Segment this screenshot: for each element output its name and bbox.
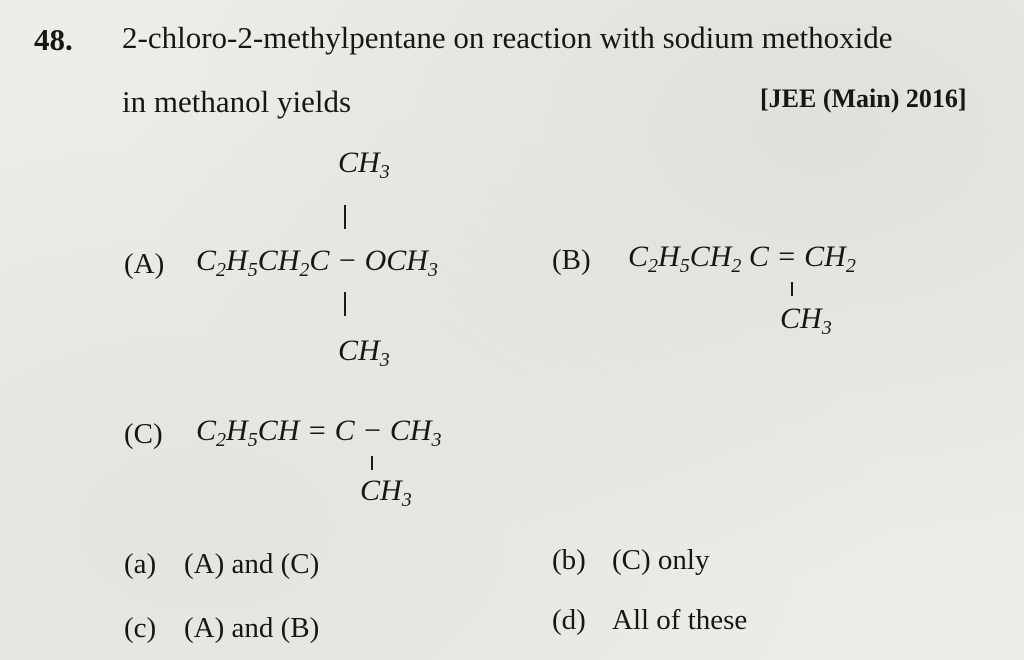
question-text-line1: 2-chloro-2-methylpentane on reaction with sodium methoxide	[122, 20, 893, 55]
structure-b-formula: $C_2H_5CH_2$ $C = CH_2$	[628, 240, 856, 277]
question-number: 48.	[34, 22, 73, 57]
question-text-line2: in methanol yields	[122, 84, 352, 119]
structure-b-bottom-bond	[791, 282, 793, 296]
option-b[interactable]: (b) (C) only	[552, 544, 710, 576]
structure-c-label: (C)	[124, 418, 163, 450]
structure-a-top-bond	[344, 205, 346, 229]
structure-a-bottom-bond	[344, 292, 346, 316]
option-d[interactable]: (d) All of these	[552, 604, 748, 636]
structure-c-formula: $C_2H_5CH = C - CH_3$	[196, 414, 442, 451]
structure-c-bottom-group: $CH_3$	[360, 474, 412, 511]
structure-a-label: (A)	[124, 248, 165, 280]
structure-b-label: (B)	[552, 244, 591, 276]
structure-c-bottom-bond	[371, 456, 373, 470]
question-source: [JEE (Main) 2016]	[760, 84, 967, 113]
structure-a-top-group: $CH_3$	[338, 146, 390, 183]
structure-a-formula: $C_2H_5CH_2C - OCH_3$	[196, 244, 438, 281]
structure-a-bottom-group: $CH_3$	[338, 334, 390, 371]
option-c[interactable]: (c) (A) and (B)	[124, 612, 320, 644]
option-a[interactable]: (a) (A) and (C)	[124, 548, 320, 580]
structure-b-bottom-group: $CH_3$	[780, 302, 832, 339]
